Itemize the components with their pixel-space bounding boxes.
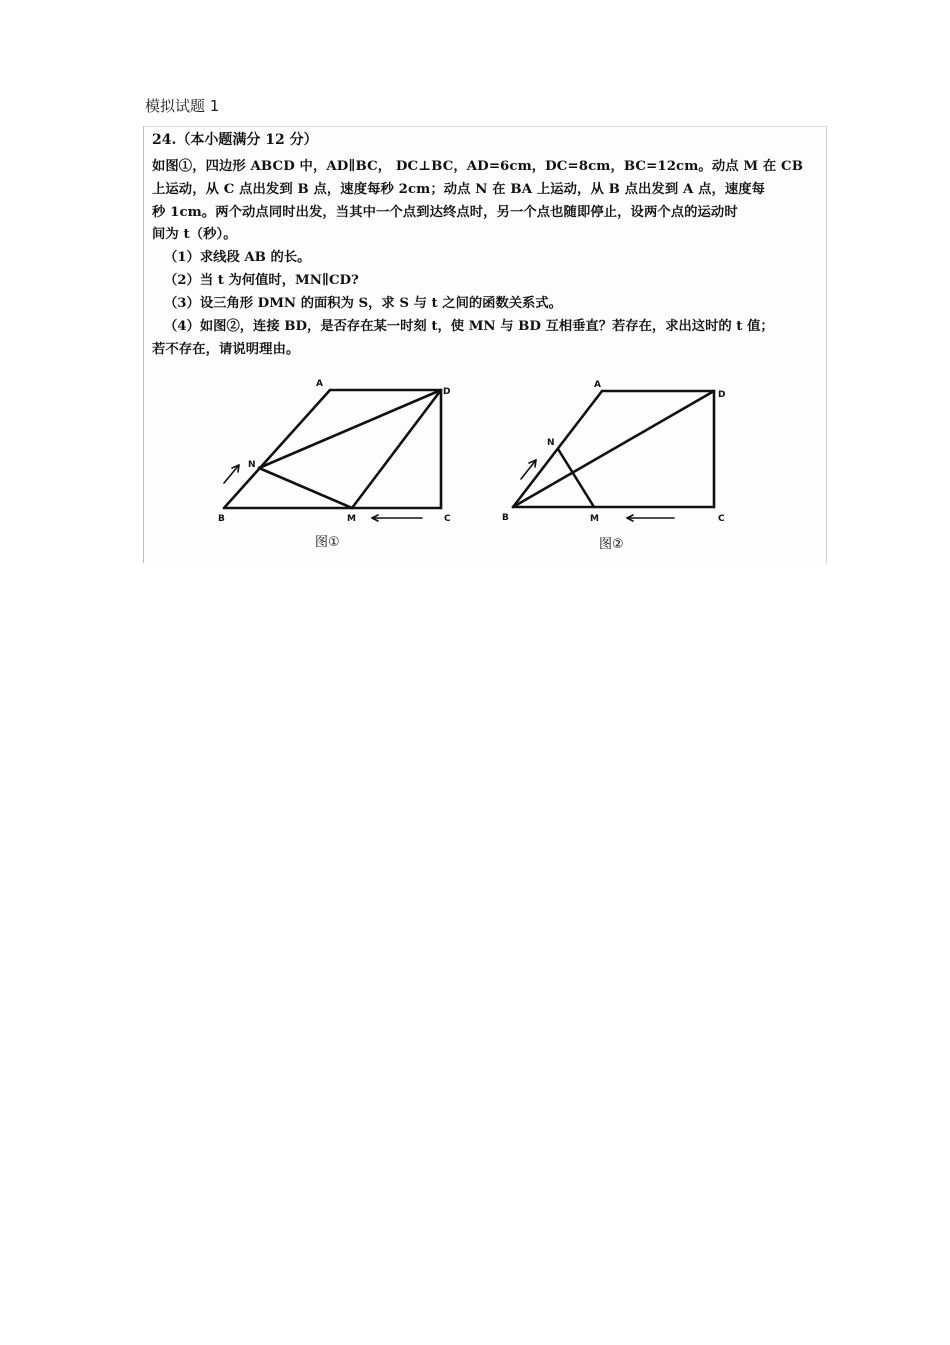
figure-1 (224, 390, 441, 521)
question-line: 秒 1cm。两个动点同时出发，当其中一个点到达终点时，另一个点也随即停止，设两个点的运动时 (152, 205, 738, 220)
label-m: M (347, 514, 356, 524)
label-m: M (590, 514, 599, 524)
label-d: D (443, 387, 451, 397)
label-b: B (502, 513, 509, 523)
question-part-3: （3）设三角形 DMN 的面积为 S，求 S 与 t 之间的函数关系式。 (164, 296, 562, 311)
label-a: A (316, 379, 323, 389)
segment-bd (513, 391, 714, 507)
page-title: 模拟试题 1 (145, 97, 220, 115)
label-n: N (547, 438, 555, 448)
question-line: 间为 t（秒）。 (152, 227, 237, 242)
segment-nm (259, 468, 352, 508)
label-n: N (248, 460, 256, 470)
label-c: C (444, 514, 451, 524)
geometry-figures (144, 127, 826, 563)
question-line: 上运动，从 C 点出发到 B 点，速度每秒 2cm；动点 N 在 BA 上运动，从 B 点出发到 A 点，速度每 (152, 182, 766, 197)
figure-1-caption: 图① (315, 535, 340, 550)
question-scan (143, 126, 827, 563)
figure-2-caption: 图② (599, 537, 624, 552)
question-title: 24.（本小题满分 12 分） (152, 132, 318, 148)
label-d: D (718, 390, 726, 400)
question-tail: 若不存在，请说明理由。 (152, 342, 300, 357)
question-part-4: （4）如图②，连接 BD，是否存在某一时刻 t，使 MN 与 BD 互相垂直？若存在，求出这时的 t 值； (164, 319, 774, 334)
question-part-2: （2）当 t 为何值时，MN∥CD? (164, 273, 359, 288)
question-part-1: （1）求线段 AB 的长。 (164, 250, 311, 265)
segment-nd (259, 390, 441, 468)
figure-2 (513, 391, 714, 521)
label-a: A (594, 380, 601, 390)
label-b: B (218, 514, 225, 524)
label-c: C (718, 514, 725, 524)
question-line: 如图①，四边形 ABCD 中，AD∥BC， DC⊥BC，AD=6cm，DC=8cm，BC=12cm。动点 M 在 CB (152, 159, 804, 174)
